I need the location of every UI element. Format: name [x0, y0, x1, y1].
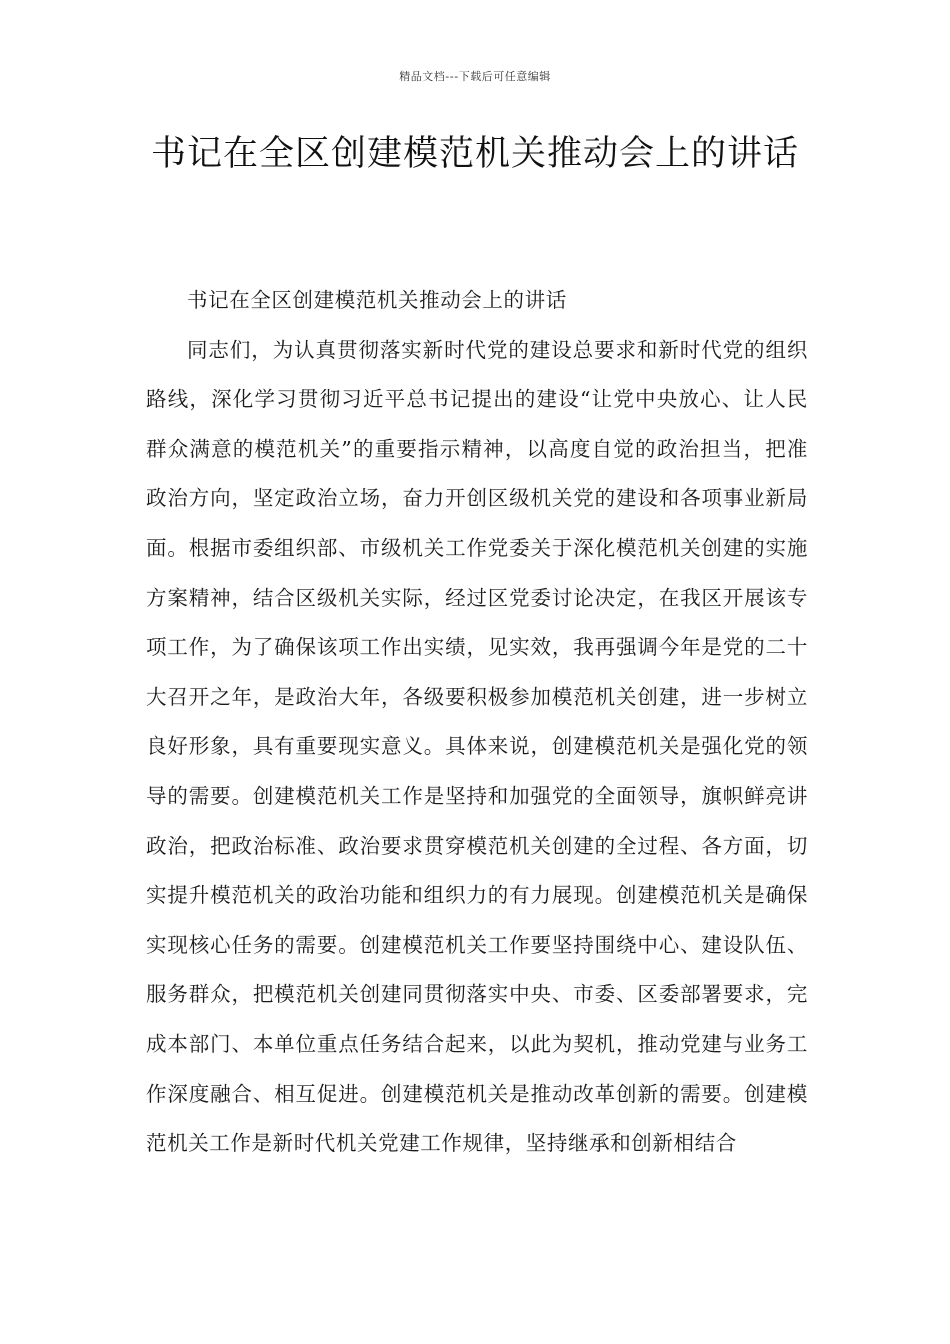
document-body: [146, 276, 808, 1169]
speech-paragraph: 同志们，为认真贯彻落实新时代党的建设总要求和新时代党的组织路线，深化学习贯彻习近平总书记提出的建设“让党中央放心、让人民群众满意的模范机关”的重要指示精神，以高度自觉的政治担当，把准政治方向，坚定政治立场，奋力开创区级机关党的建设和各项事业新局面。根据市委组织部、市级机关工作党委关于深化模范机关创建的实施方案精神，结合区级机关实际，经过区党委讨论决定，在我区开展该专项工作，为了确保该项工作出实绩，见实效，我再强调今年是党的二十大召开之年，是政治大年，各级要积极参加模范机关创建，进一步树立良好形象，具有重要现实意义。具体来说，创建模范机关是强化党的领导的需要。创建模范机关工作是坚持和加强党的全面领导，旗帜鲜亮讲政治，把政治标准、政治要求贯穿模范机关创建的全过程、各方面，切实提升模范机关的政治功能和组织力的有力展现。创建模范机关是确保实现核心任务的需要。创建模范机关工作要坚持围绕中心、建设队伍、服务群众，把模范机关创建同贯彻落实中央、市委、区委部署要求，完成本部门、本单位重点任务结合起来，以此为契机，推动党建与业务工作深度融合、相互促进。创建模范机关是推动改革创新的需要。创建模范机关工作是新时代机关党建工作规律，坚持继承和创新相结合: [146, 337, 808, 1156]
header-note: 精品文档---下载后可任意编辑: [399, 70, 551, 83]
subtitle-paragraph: 书记在全区创建模范机关推动会上的讲话: [187, 288, 567, 312]
document-title: 书记在全区创建模范机关推动会上的讲话: [150, 134, 799, 174]
